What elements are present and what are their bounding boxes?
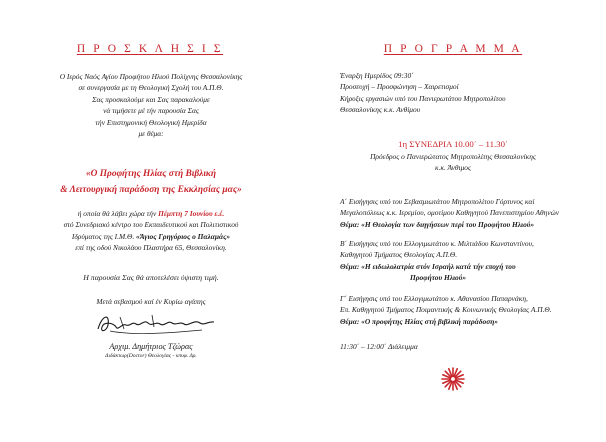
talk-topic: Προφήτου Ηλιού» (410, 273, 467, 283)
intro-line: Σας προσκαλούμε και Σας παρακαλούμε (92, 94, 210, 104)
session-title: 1η ΣΥΝΕΔΡΙΑ 10.00΄ – 11.30΄ (398, 139, 508, 149)
talk-topic: Θέμα: «Η ειδωλολατρία στόν Ισραήλ κατά τήν εποχή του (340, 261, 516, 271)
talk-c (340, 293, 552, 327)
invitation-heading: Π Ρ Ο Σ Κ Λ Η Σ Ι Σ (76, 43, 224, 55)
talk-line: Καθηγητού Τμήματος Θεολογίας Α.Π.Θ. (340, 250, 458, 260)
talk-topic: Θέμα: «Ο προφήτης Ηλίας στή βιβλική παράδοση» (340, 316, 498, 326)
opening-line: Θεσσαλονίκης κ.κ. Ανθίμου (340, 105, 421, 115)
intro-line: σε συνεργασία με τη Θεολογική Σχολή του Α.Π.Θ. (78, 83, 224, 93)
intro-line: τήν Επιστημονική Θεολογική Ημερίδα (95, 117, 207, 127)
opening-line: Έναρξη Ημερίδος 09:30΄ (340, 71, 414, 80)
opening-section (340, 70, 505, 116)
venue-text: Ιδρύματος της Ι.Μ.Θ. (71, 231, 137, 241)
theme-line: «Ο Προφήτης Ηλίας στή Βιβλική (85, 169, 217, 179)
program-heading: Π Ρ Ο Γ Ρ Α Μ Μ Α (383, 43, 523, 55)
red-star-ornament-icon (440, 366, 466, 392)
opening-line: Προσευχή – Προσφώνηση – Χαιρετισμοί (340, 82, 459, 92)
event-theme (0, 167, 302, 198)
talk-topic: Θέμα: «Η Θεολογία των διηγήσεων περί του Προφήτου Ηλιού» (340, 219, 535, 229)
talk-b (340, 238, 534, 284)
venue-line: στό Συνεδριακό κέντρο του Εκπαιδευτικού και Πολιτιστικού (63, 220, 239, 230)
closing-line: Μετά σεβασμού καί έν Κυρίω αγάπης (96, 297, 206, 306)
break-line: 11:30΄ – 12:00΄ Διάλειμμα (340, 342, 418, 351)
talk-a (340, 196, 559, 230)
venue-line (0, 231, 302, 242)
theme-line: & Λειτουργική παράδοση της Εκκλησίας μας» (60, 184, 242, 195)
talk-line: Μεγαλοπόλεως κ.κ. Ιερεμίου, ομοτίμου Καθηγητού Πανεπιστημίου Αθηνών (340, 208, 560, 218)
venue-name: «Άγιος Γρηγόριος ο Παλαμάς» (136, 231, 231, 241)
signer-name: Αρχιμ. Δημήτριος Τζώρας (109, 342, 193, 351)
intro-line: Ο Ιερός Ναός Αγίου Προφήτου Ηλιού Πολίχνης Θεσσαλονίκης (59, 72, 243, 81)
presence-line: Η παρουσία Σας θά αποτελέσει ύψιστη τιμή. (83, 273, 219, 282)
intro-line: νά τιμήσετε μέ τήν παρουσία Σας (103, 106, 199, 116)
signature-icon (90, 309, 220, 339)
venue-line (0, 208, 302, 219)
intro-line: με θέμα: (138, 129, 164, 139)
venue-text: ή οποία θά λάβει χώρα τήν (77, 209, 159, 218)
invitation-intro (0, 71, 302, 139)
opening-line: Κήρυξις εργασιών υπό του Πανιερωτάτου Μητροπολίτου (340, 93, 506, 103)
session-chair (300, 151, 606, 174)
venue-details (0, 208, 302, 254)
session-chair-line: κ.κ. Άνθιμος (435, 163, 471, 173)
talk-line: Επ. Καθηγητού Τμήματος Ποιμαντικής & Κοινωνικής Θεολογίας Α.Π.Θ. (340, 305, 552, 315)
talk-line: Β΄ Εισήγησις υπό του Ελλογιμωτάτου κ. Μιλτιάδου Κωνσταντίνου, (340, 239, 534, 248)
venue-address: επί της οδού Νικολάου Πλαστήρα 65, Θεσσαλονίκη. (75, 243, 227, 253)
talk-line: Α΄ Εισήγησις υπό του Σεβασμιωτάτου Μητροπολίτου Γόρτυνος καί (340, 197, 535, 206)
talk-line: Γ΄ Εισήγησις υπό του Ελλογιμωτάτου κ. Αθανασίου Παπαρνάκη, (340, 294, 528, 303)
signer-title: Διδάκτωρ(Doctor) Θεολογίας - υπυφ. Δρ. (105, 353, 197, 359)
event-date: Πέμπτη 7 Ιουνίου ε.έ. (158, 209, 225, 218)
session-chair-line: Πρόεδρος ο Πανιερώτατος Μητροπολίτης Θεσσαλονίκης (370, 152, 536, 161)
